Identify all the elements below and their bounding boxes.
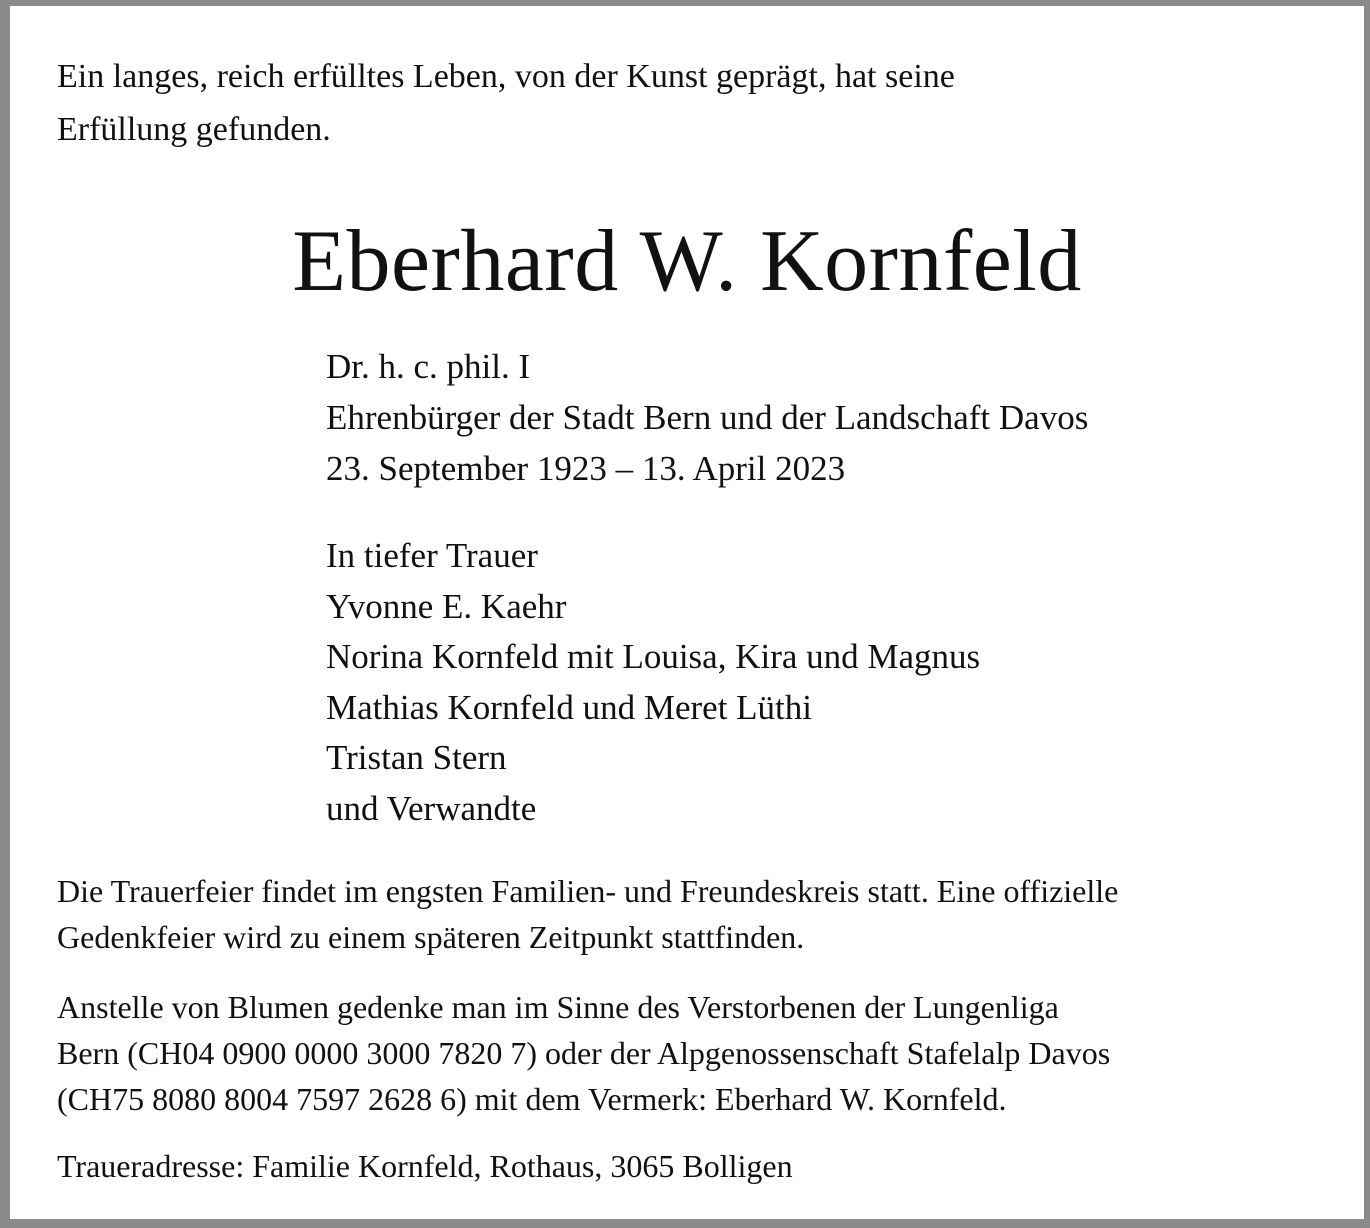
deceased-titles [326,341,1088,494]
ceremony-line: Gedenkfeier wird zu einem späteren Zeitpunkt stattfinden. [57,919,805,955]
donations-line: Bern (CH04 0900 0000 3000 7820 7) oder der Alpgenossenschaft Stafelalp Davos [57,1035,1111,1071]
mourners-list [326,531,980,834]
honorary-citizenship: Ehrenbürger der Stadt Bern und der Landschaft Davos [326,398,1089,437]
intro-text [57,50,955,156]
life-dates: 23. September 1923 – 13. April 2023 [326,449,846,488]
academic-title: Dr. h. c. phil. I [326,347,531,386]
mourner-relatives: und Verwandte [326,788,537,828]
mourning-address: Traueradresse: Familie Kornfeld, Rothaus, 3065 Bolligen [57,1148,793,1184]
donations-line: Anstelle von Blumen gedenke man im Sinne des Verstorbenen der Lungenliga [57,989,1059,1025]
donations-paragraph [57,984,1110,1122]
mourner-name: Tristan Stern [326,738,507,777]
intro-line: Ein langes, reich erfülltes Leben, von der Kunst geprägt, hat seine [57,58,955,95]
donations-line: (CH75 8080 8004 7597 2628 6) mit dem Vermerk: Eberhard W. Kornfeld. [57,1081,1007,1117]
mourner-name: Mathias Kornfeld und Meret Lüthi [326,687,813,727]
mourner-name: Yvonne E. Kaehr [326,586,567,626]
mourning-heading: In tiefer Trauer [326,536,538,575]
ceremony-paragraph [57,868,1118,960]
intro-line: Erfüllung gefunden. [57,111,331,148]
mourner-name: Norina Kornfeld mit Louisa, Kira und Magnus [326,637,981,676]
ceremony-line: Die Trauerfeier findet im engsten Familien- und Freundeskreis statt. Eine offizielle [57,873,1119,909]
deceased-name: Eberhard W. Kornfeld [292,213,1082,310]
